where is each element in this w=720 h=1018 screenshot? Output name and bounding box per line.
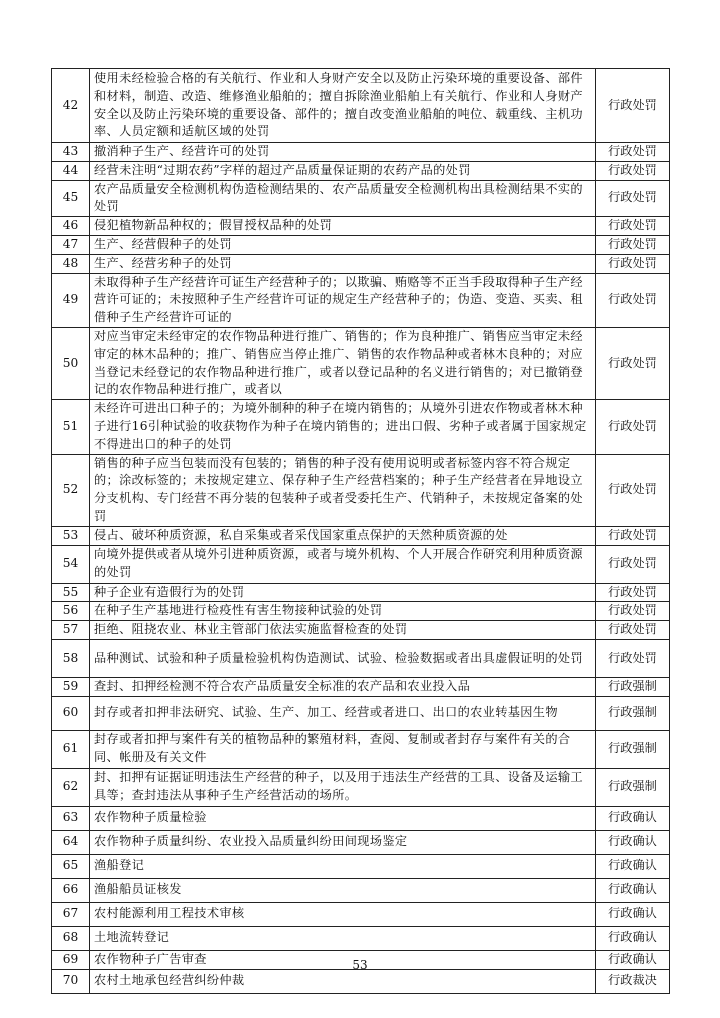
item-description: 经营未注明“过期农药”字样的超过产品质量保证期的农药产品的处罚 xyxy=(90,161,596,180)
item-category: 行政处罚 xyxy=(596,69,670,143)
row-number: 49 xyxy=(52,273,90,327)
item-description: 查封、扣押经检测不符合农产品质量安全标准的农产品和农业投入品 xyxy=(90,677,596,696)
item-description: 农作物种子质量检验 xyxy=(90,806,596,830)
row-number: 67 xyxy=(52,902,90,926)
table-row xyxy=(52,235,670,254)
item-category: 行政确认 xyxy=(596,950,670,969)
table-row xyxy=(52,526,670,545)
table-row xyxy=(52,830,670,854)
table-row xyxy=(52,217,670,236)
item-description: 在种子生产基地进行检疫性有害生物接种试验的处罚 xyxy=(90,602,596,621)
item-description: 生产、经营劣种子的处罚 xyxy=(90,254,596,273)
item-category: 行政强制 xyxy=(596,768,670,806)
item-description: 未经许可进出口种子的；为境外制种的种子在境内销售的；从境外引进农作物或者林木种子进行16引种试验的收获物作为种子在境内销售的；进出口假、劣种子或者属于国家规定不得进出口的种子的处罚 xyxy=(90,400,596,454)
table-row xyxy=(52,583,670,602)
row-number: 63 xyxy=(52,806,90,830)
item-category: 行政处罚 xyxy=(596,621,670,640)
row-number: 64 xyxy=(52,830,90,854)
item-category: 行政处罚 xyxy=(596,180,670,217)
row-number: 50 xyxy=(52,327,90,399)
table-row xyxy=(52,969,670,993)
row-number: 48 xyxy=(52,254,90,273)
row-number: 45 xyxy=(52,180,90,217)
row-number: 70 xyxy=(52,969,90,993)
item-category: 行政确认 xyxy=(596,830,670,854)
item-category: 行政确认 xyxy=(596,854,670,878)
row-number: 68 xyxy=(52,926,90,950)
item-description: 农村能源利用工程技术审核 xyxy=(90,902,596,926)
row-number: 62 xyxy=(52,768,90,806)
item-category: 行政确认 xyxy=(596,902,670,926)
row-number: 42 xyxy=(52,69,90,143)
page-number: 53 xyxy=(352,958,368,972)
table-row xyxy=(52,730,670,768)
item-description: 侵占、破坏种质资源，私自采集或者采伐国家重点保护的天然种质资源的处 xyxy=(90,526,596,545)
row-number: 44 xyxy=(52,161,90,180)
table-row xyxy=(52,545,670,583)
row-number: 51 xyxy=(52,400,90,454)
row-number: 69 xyxy=(52,950,90,969)
item-description: 土地流转登记 xyxy=(90,926,596,950)
item-category: 行政强制 xyxy=(596,696,670,730)
item-category: 行政处罚 xyxy=(596,161,670,180)
item-category: 行政处罚 xyxy=(596,583,670,602)
item-description: 使用未经检验合格的有关航行、作业和人身财产安全以及防止污染环境的重要设备、部件和材料，制造、改造、维修渔业船舶的；擅自拆除渔业船舶上有关航行、作业和人身财产安全以及防止污染环境的重要设备、部件的；擅自改变渔业船舶的吨位、载重线、主机功率、人员定额和适航区域的处罚 xyxy=(90,69,596,143)
table-row xyxy=(52,602,670,621)
row-number: 65 xyxy=(52,854,90,878)
item-description: 拒绝、阻挠农业、林业主管部门依法实施监督检查的处罚 xyxy=(90,621,596,640)
items-table xyxy=(51,68,670,994)
row-number: 53 xyxy=(52,526,90,545)
item-category: 行政处罚 xyxy=(596,545,670,583)
table-row xyxy=(52,400,670,454)
table-row xyxy=(52,878,670,902)
item-description: 农产品质量安全检测机构伪造检测结果的、农产品质量安全检测机构出具检测结果不实的处罚 xyxy=(90,180,596,217)
row-number: 56 xyxy=(52,602,90,621)
table-row xyxy=(52,327,670,399)
item-description: 封、扣押有证据证明违法生产经营的种子，以及用于违法生产经营的工具、设备及运输工具等；查封违法从事种子生产经营活动的场所。 xyxy=(90,768,596,806)
item-category: 行政强制 xyxy=(596,677,670,696)
table-row xyxy=(52,677,670,696)
item-description: 侵犯植物新品种权的；假冒授权品种的处罚 xyxy=(90,217,596,236)
table-row xyxy=(52,902,670,926)
item-category: 行政处罚 xyxy=(596,602,670,621)
item-description: 种子企业有造假行为的处罚 xyxy=(90,583,596,602)
row-number: 54 xyxy=(52,545,90,583)
item-description: 农村土地承包经营纠纷仲裁 xyxy=(90,969,596,993)
item-category: 行政处罚 xyxy=(596,526,670,545)
row-number: 58 xyxy=(52,639,90,677)
item-description: 生产、经营假种子的处罚 xyxy=(90,235,596,254)
items-table-body xyxy=(52,69,670,994)
item-category: 行政裁决 xyxy=(596,969,670,993)
item-category: 行政确认 xyxy=(596,926,670,950)
table-row xyxy=(52,926,670,950)
item-category: 行政处罚 xyxy=(596,143,670,162)
table-row xyxy=(52,696,670,730)
item-description: 封存或者扣押与案件有关的植物品种的繁殖材料，查阅、复制或者封存与案件有关的合同、帐册及有关文件 xyxy=(90,730,596,768)
table-row xyxy=(52,639,670,677)
table-row xyxy=(52,854,670,878)
row-number: 55 xyxy=(52,583,90,602)
table-row xyxy=(52,768,670,806)
item-description: 渔船船员证核发 xyxy=(90,878,596,902)
item-category: 行政处罚 xyxy=(596,639,670,677)
row-number: 43 xyxy=(52,143,90,162)
table-row xyxy=(52,621,670,640)
item-category: 行政确认 xyxy=(596,878,670,902)
item-description: 封存或者扣押非法研究、试验、生产、加工、经营或者进口、出口的农业转基因生物 xyxy=(90,696,596,730)
row-number: 57 xyxy=(52,621,90,640)
item-category: 行政确认 xyxy=(596,806,670,830)
item-category: 行政处罚 xyxy=(596,217,670,236)
table-row xyxy=(52,161,670,180)
table-row xyxy=(52,143,670,162)
row-number: 60 xyxy=(52,696,90,730)
table-row xyxy=(52,454,670,526)
item-category: 行政处罚 xyxy=(596,273,670,327)
item-description: 销售的种子应当包装而没有包装的；销售的种子没有使用说明或者标签内容不符合规定的；涂改标签的；未按规定建立、保存种子生产经营档案的；种子生产经营者在异地设立分支机构、专门经营不再分装的包装种子或者受委托生产、代销种子，未按规定备案的处罚 xyxy=(90,454,596,526)
table-row xyxy=(52,180,670,217)
item-category: 行政处罚 xyxy=(596,254,670,273)
item-description: 农作物种子广告审查 xyxy=(90,950,596,969)
item-category: 行政处罚 xyxy=(596,400,670,454)
item-description: 向境外提供或者从境外引进种质资源，或者与境外机构、个人开展合作研究利用种质资源的处罚 xyxy=(90,545,596,583)
row-number: 52 xyxy=(52,454,90,526)
item-category: 行政处罚 xyxy=(596,235,670,254)
table-row xyxy=(52,806,670,830)
item-category: 行政处罚 xyxy=(596,454,670,526)
item-description: 品种测试、试验和种子质量检验机构伪造测试、试验、检验数据或者出具虚假证明的处罚 xyxy=(90,639,596,677)
item-category: 行政处罚 xyxy=(596,327,670,399)
item-description: 对应当审定未经审定的农作物品种进行推广、销售的；作为良种推广、销售应当审定未经审定的林木品种的；推广、销售应当停止推广、销售的农作物品种或者林木良种的；对应当登记未经登记的农作物品种进行推广，或者以登记品种的名义进行销售的；对已撤销登记的农作物品种进行推广，或者以 xyxy=(90,327,596,399)
row-number: 59 xyxy=(52,677,90,696)
row-number: 47 xyxy=(52,235,90,254)
table-row xyxy=(52,273,670,327)
table-row xyxy=(52,69,670,143)
row-number: 61 xyxy=(52,730,90,768)
item-category: 行政强制 xyxy=(596,730,670,768)
item-description: 渔船登记 xyxy=(90,854,596,878)
row-number: 46 xyxy=(52,217,90,236)
table-row xyxy=(52,254,670,273)
item-description: 撤消种子生产、经营许可的处罚 xyxy=(90,143,596,162)
item-description: 农作物种子质量纠纷、农业投入品质量纠纷田间现场鉴定 xyxy=(90,830,596,854)
row-number: 66 xyxy=(52,878,90,902)
item-description: 未取得种子生产经营许可证生产经营种子的；以欺骗、贿赂等不正当手段取得种子生产经营许可证的；未按照种子生产经营许可证的规定生产经营种子的；伪造、变造、买卖、租借种子生产经营许可证的 xyxy=(90,273,596,327)
